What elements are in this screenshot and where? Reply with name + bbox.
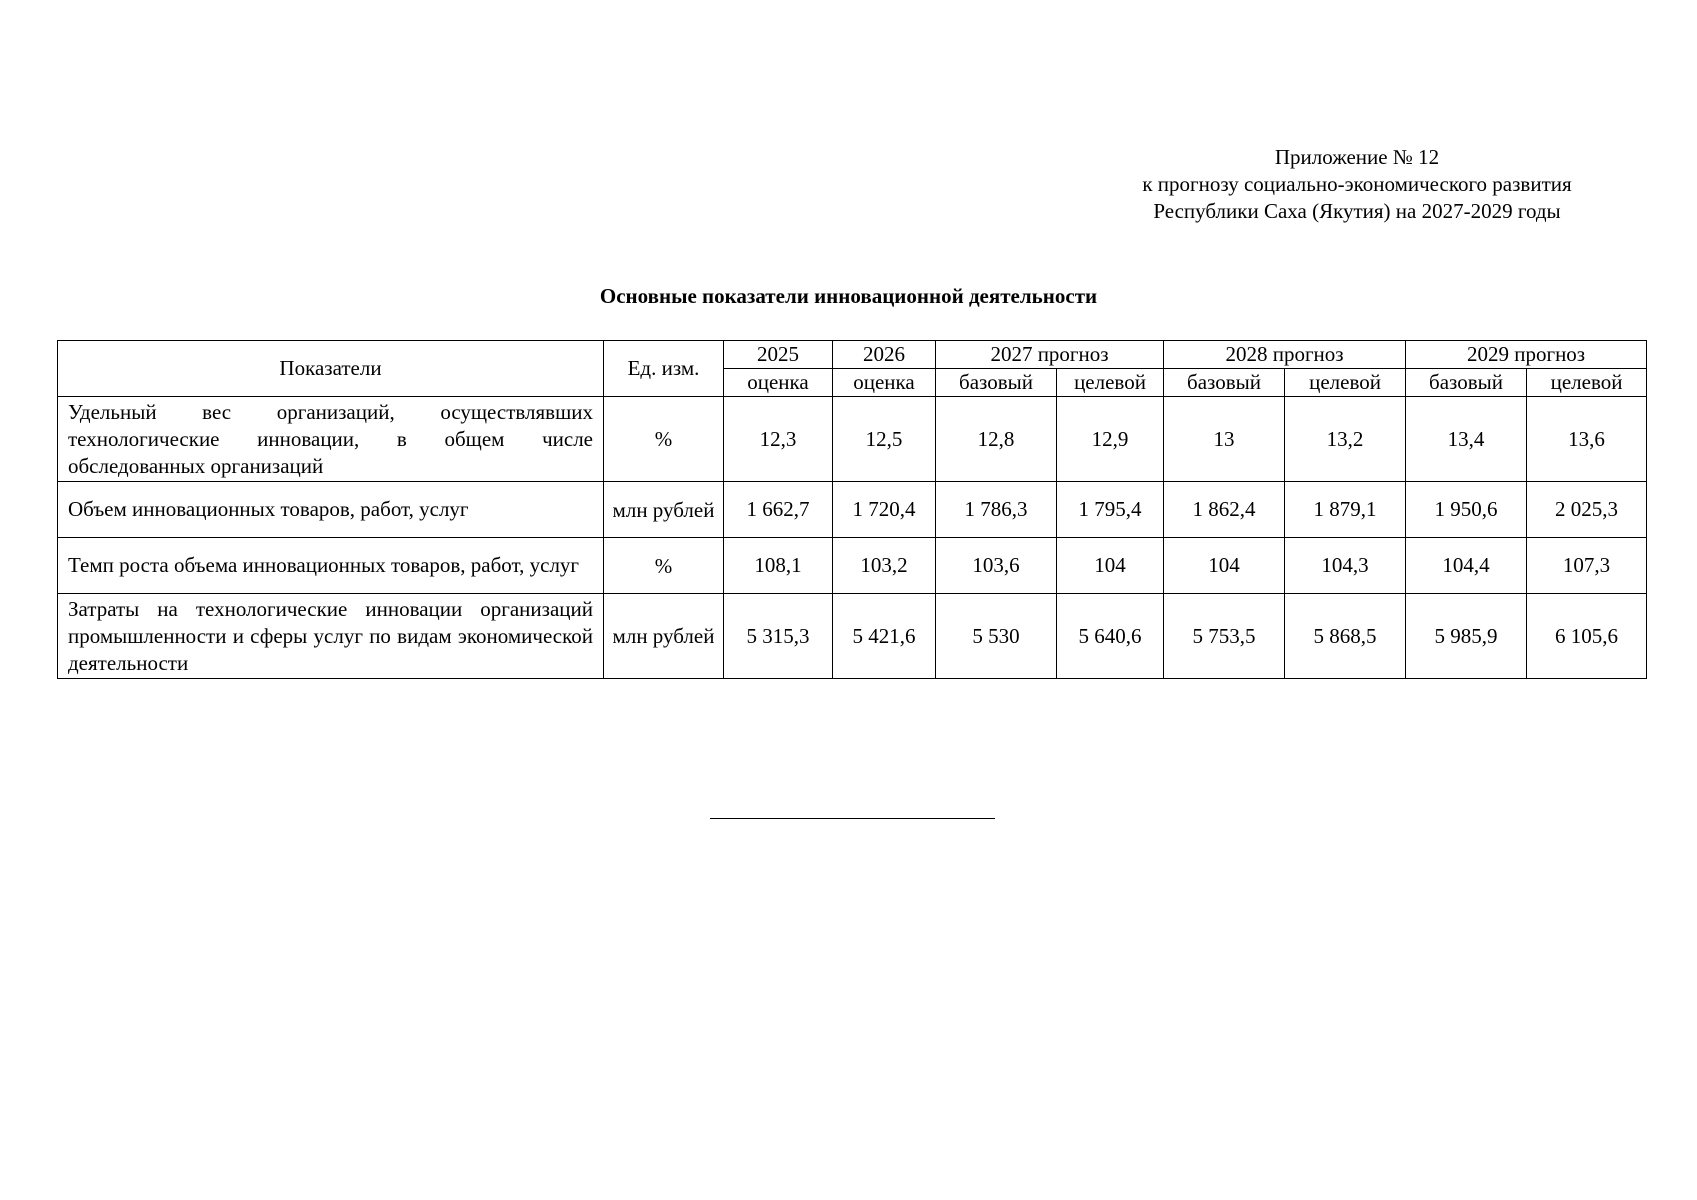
table-row bbox=[58, 594, 1647, 679]
cell-2027-target: 1 795,4 bbox=[1057, 482, 1164, 538]
cell-2028-base: 5 753,5 bbox=[1164, 594, 1285, 679]
row-unit: млн рублей bbox=[604, 482, 724, 538]
cell-2027-base: 12,8 bbox=[936, 397, 1057, 482]
table-row bbox=[58, 397, 1647, 482]
header-2027-base: базовый bbox=[936, 369, 1057, 397]
header-indicator: Показатели bbox=[58, 341, 604, 397]
header-unit: Ед. изм. bbox=[604, 341, 724, 397]
cell-2028-base: 13 bbox=[1164, 397, 1285, 482]
document-title: Основные показатели инновационной деятельности bbox=[599, 284, 1098, 308]
row-indicator-name: Удельный вес организаций, осуществлявших технологические инновации, в общем числе обследованных организаций bbox=[58, 397, 604, 482]
cell-2029-base: 13,4 bbox=[1406, 397, 1527, 482]
cell-2028-base: 104 bbox=[1164, 538, 1285, 594]
cell-2025: 108,1 bbox=[724, 538, 833, 594]
cell-2027-base: 103,6 bbox=[936, 538, 1057, 594]
cell-2028-target: 5 868,5 bbox=[1285, 594, 1406, 679]
header-2029-forecast: 2029 прогноз bbox=[1406, 341, 1647, 369]
header-2028-base: базовый bbox=[1164, 369, 1285, 397]
end-separator-line bbox=[710, 818, 995, 819]
cell-2029-base: 5 985,9 bbox=[1406, 594, 1527, 679]
cell-2026: 103,2 bbox=[833, 538, 936, 594]
cell-2025: 12,3 bbox=[724, 397, 833, 482]
appendix-number: Приложение № 12 bbox=[1274, 145, 1440, 169]
header-2026-estimate: оценка bbox=[833, 369, 936, 397]
cell-2029-base: 104,4 bbox=[1406, 538, 1527, 594]
cell-2027-base: 5 530 bbox=[936, 594, 1057, 679]
appendix-region-period: Республики Саха (Якутия) на 2027-2029 годы bbox=[1153, 199, 1561, 223]
cell-2028-target: 13,2 bbox=[1285, 397, 1406, 482]
row-unit: % bbox=[604, 397, 724, 482]
row-indicator-name: Затраты на технологические инновации организаций промышленности и сферы услуг по видам экономической деятельности bbox=[58, 594, 604, 679]
cell-2029-base: 1 950,6 bbox=[1406, 482, 1527, 538]
cell-2026: 12,5 bbox=[833, 397, 936, 482]
table-row bbox=[58, 482, 1647, 538]
appendix-reference: к прогнозу социально-экономического развития bbox=[1142, 172, 1572, 196]
header-2026-year: 2026 bbox=[833, 341, 936, 369]
cell-2029-target: 107,3 bbox=[1527, 538, 1647, 594]
cell-2025: 1 662,7 bbox=[724, 482, 833, 538]
cell-2025: 5 315,3 bbox=[724, 594, 833, 679]
cell-2027-base: 1 786,3 bbox=[936, 482, 1057, 538]
header-2029-target: целевой bbox=[1527, 369, 1647, 397]
header-2029-base: базовый bbox=[1406, 369, 1527, 397]
cell-2029-target: 2 025,3 bbox=[1527, 482, 1647, 538]
cell-2028-target: 1 879,1 bbox=[1285, 482, 1406, 538]
row-unit: млн рублей bbox=[604, 594, 724, 679]
appendix-header bbox=[1077, 144, 1637, 225]
cell-2027-target: 12,9 bbox=[1057, 397, 1164, 482]
table-header-row bbox=[58, 341, 1647, 369]
header-2028-target: целевой bbox=[1285, 369, 1406, 397]
indicators-table bbox=[57, 340, 1647, 679]
row-indicator-name: Объем инновационных товаров, работ, услуг bbox=[58, 482, 604, 538]
row-unit: % bbox=[604, 538, 724, 594]
table-row bbox=[58, 538, 1647, 594]
row-indicator-name: Темп роста объема инновационных товаров, работ, услуг bbox=[58, 538, 604, 594]
cell-2027-target: 5 640,6 bbox=[1057, 594, 1164, 679]
cell-2029-target: 13,6 bbox=[1527, 397, 1647, 482]
cell-2028-target: 104,3 bbox=[1285, 538, 1406, 594]
header-2028-forecast: 2028 прогноз bbox=[1164, 341, 1406, 369]
cell-2026: 5 421,6 bbox=[833, 594, 936, 679]
header-2027-forecast: 2027 прогноз bbox=[936, 341, 1164, 369]
cell-2029-target: 6 105,6 bbox=[1527, 594, 1647, 679]
cell-2027-target: 104 bbox=[1057, 538, 1164, 594]
header-2025-year: 2025 bbox=[724, 341, 833, 369]
header-2027-target: целевой bbox=[1057, 369, 1164, 397]
cell-2026: 1 720,4 bbox=[833, 482, 936, 538]
header-2025-estimate: оценка bbox=[724, 369, 833, 397]
cell-2028-base: 1 862,4 bbox=[1164, 482, 1285, 538]
